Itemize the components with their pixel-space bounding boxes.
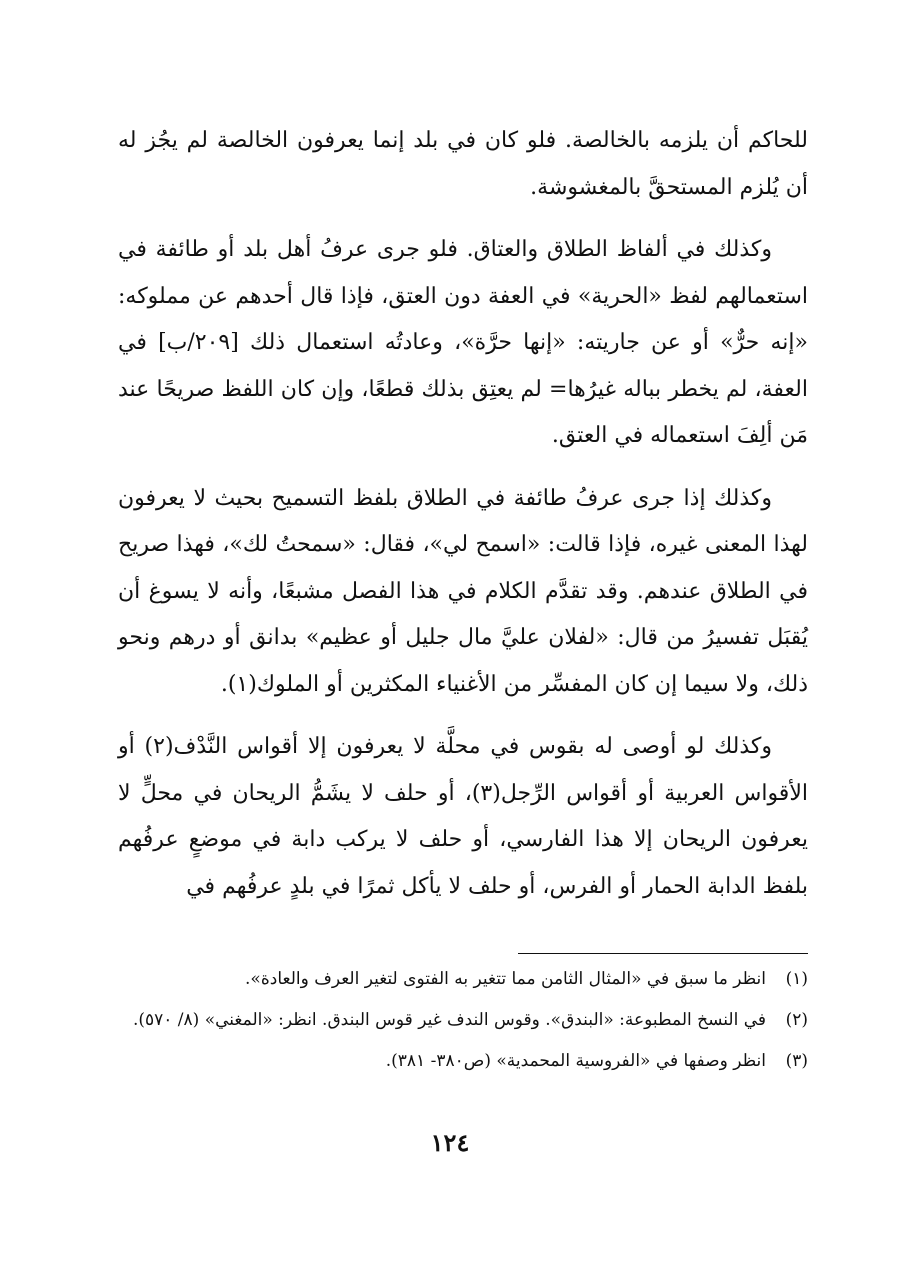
paragraph-2: وكذلك في ألفاظ الطلاق والعتاق. فلو جرى عرفُ أهل بلد أو طائفة في استعمالهم لفظ «الحرية» في العفة دون العتق، فإذا قال أحدهم عن مملوكه: «إنه حرٌّ» أو عن جاريته: «إنها حرَّة»، وعادتُه استعمال ذلك [٢٠٩/ب] في العفة، لم يخطر بباله غيرُها= لم يعتِق بذلك قطعًا، وإن كان اللفظ صريحًا عند مَن ألِفَ استعماله في العتق.: [118, 237, 808, 448]
footnote-text: انظر وصفها في «الفروسية المحمدية» (ص٣٨٠- ٣٨١).: [385, 1051, 766, 1071]
footnote-number: (١): [785, 969, 808, 989]
footnote-2: [118, 1003, 808, 1037]
page-number: ١٢٤: [430, 1128, 470, 1157]
footnotes-section: [118, 962, 808, 1085]
footnote-text: انظر ما سبق في «المثال الثامن مما تتغير به الفتوى لتغير العرف والعادة».: [245, 969, 766, 989]
paragraph-1: للحاكم أن يلزمه بالخالصة. فلو كان في بلد إنما يعرفون الخالصة لم يجُز له أن يُلزم المستحقَّ بالمغشوشة.: [118, 128, 808, 200]
footnote-3: [118, 1044, 808, 1078]
footnote-1: [118, 962, 808, 996]
main-text-body: [118, 118, 808, 910]
footnote-number: (٢): [785, 1010, 808, 1030]
footnote-text: في النسخ المطبوعة: «البندق». وقوس الندف غير قوس البندق. انظر: «المغني» (٨/ ٥٧٠).: [132, 1010, 766, 1030]
paragraph-4: وكذلك لو أوصى له بقوس في محلَّة لا يعرفون إلا أقواس النَّدْف(٢) أو الأقواس العربية أو أقواس الرِّجل(٣)، أو حلف لا يشَمُّ الريحان في محلٍّ لا يعرفون الريحان إلا هذا الفارسي، أو حلف لا يركب دابة في موضعٍ عرفُهم بلفظ الدابة الحمار أو الفرس، أو حلف لا يأكل ثمرًا في بلدٍ عرفُهم في: [118, 734, 808, 899]
footnote-number: (٣): [785, 1051, 808, 1071]
footnote-divider: [518, 953, 808, 954]
paragraph-3: وكذلك إذا جرى عرفُ طائفة في الطلاق بلفظ التسميح بحيث لا يعرفون لهذا المعنى غيره، فإذا قالت: «اسمح لي»، فقال: «سمحتُ لك»، فهذا صريح في الطلاق عندهم. وقد تقدَّم الكلام في هذا الفصل مشبعًا، وأنه لا يسوغ أن يُقبَل تفسيرُ من قال: «لفلان عليَّ مال جليل أو عظيم» بدانق أو درهم ونحو ذلك، ولا سيما إن كان المفسِّر من الأغنياء المكثرين أو الملوك(١).: [118, 485, 808, 697]
